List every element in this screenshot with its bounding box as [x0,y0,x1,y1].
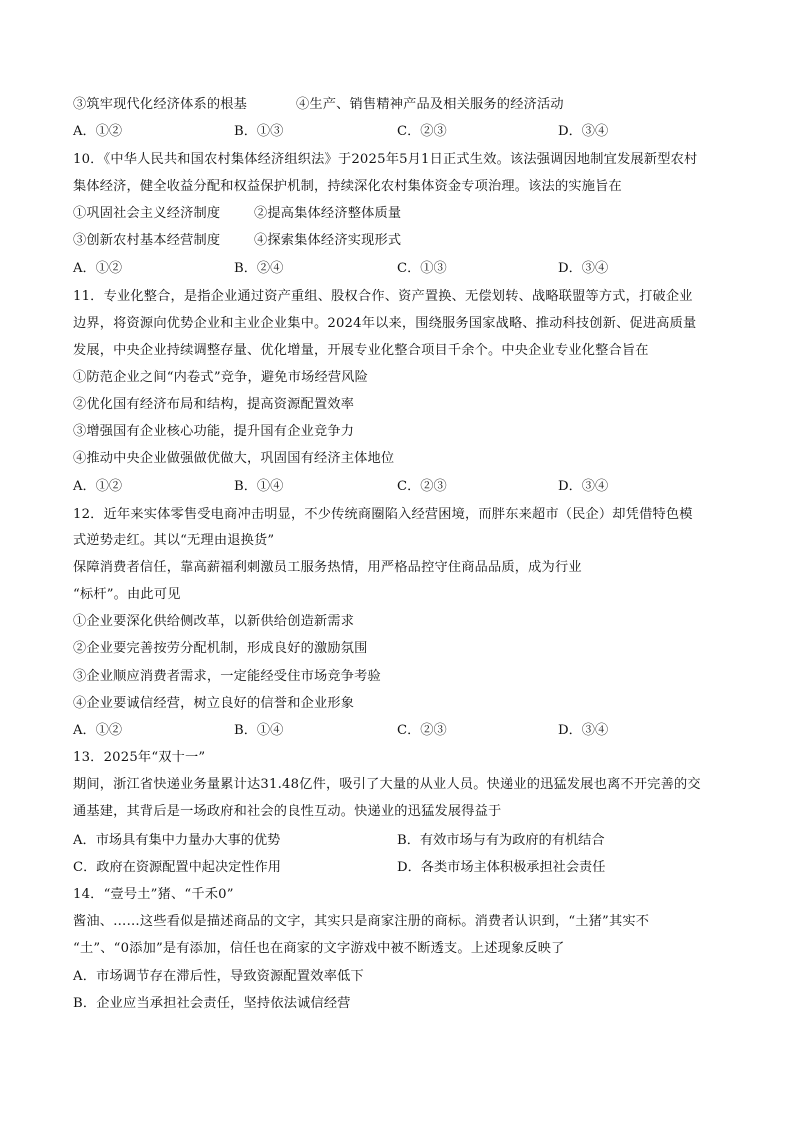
q10-item-3: ③创新农村基本经营制度 [73,233,221,248]
q11-item-2: ②优化国有经济布局和结构，提高资源配置效率 [73,397,355,412]
q11-option-d: D．③④ [558,479,609,494]
q13-stem-line-2: 期间，浙江省快递业务量累计达31.48亿件，吸引了大量的从业人员。快递业的迅猛发展也离不开完善的交 [73,777,701,792]
q13-stem-line-3: 通基建，其背后是一场政府和社会的良性互动。快递业的迅猛发展得益于 [73,804,502,819]
q12-stem-line-2: 式逆势走红。其以“无理由退换货” [73,533,275,548]
q11-option-c: C．②③ [397,479,447,494]
q10-item-4: ④探索集体经济实现形式 [254,233,402,248]
q11-item-4: ④推动中央企业做强做优做大，巩固国有经济主体地位 [73,451,395,466]
q11-option-a: A．①② [73,479,123,494]
q12-item-2: ②企业要完善按劳分配机制，形成良好的激励氛围 [73,641,368,656]
q14-option-b: B．企业应当承担社会责任，坚持依法诚信经营 [73,996,351,1011]
q9-option-a: A．①② [73,124,123,139]
q12-stem-line-3: 保障消费者信任，靠高薪福利刺激员工服务热情，用严格品控守住商品品质，成为行业 [73,560,582,575]
q14-stem-line-2: 酱油、……这些看似是描述商品的文字，其实只是商家注册的商标。消费者认识到，“土猪”其实不 [73,914,650,929]
q13-option-b: B．有效市场与有为政府的有机结合 [397,833,605,848]
q10-stem-line-2: 集体经济，健全收益分配和权益保护机制，持续深化农村集体资金专项治理。该法的实施旨在 [73,179,622,194]
q13-option-c: C．政府在资源配置中起决定性作用 [73,860,281,875]
q12-option-d: D．③④ [558,723,609,738]
q13-stem-line-1: 13．2025年“双十一” [73,750,206,765]
q14-stem-line-1: 14．“壹号土”猪、“千禾0” [73,887,234,902]
q10-option-c: C．①③ [397,261,447,276]
q9-option-b: B．①③ [234,124,284,139]
q11-item-3: ③增强国有企业核心功能，提升国有企业竞争力 [73,424,355,439]
q9-option-c: C．②③ [397,124,447,139]
q13-option-d: D．各类市场主体积极承担社会责任 [397,860,606,875]
q12-option-b: B．①④ [234,723,284,738]
q10-option-b: B．②④ [234,261,284,276]
q12-stem-line-4: “标杆”。由此可见 [73,587,181,602]
q14-stem-line-3: “土”、“0添加”是有添加，信任也在商家的文字游戏中被不断透支。上述现象反映了 [73,941,565,956]
q11-stem-line-1: 11．专业化整合，是指企业通过资产重组、股权合作、资产置换、无偿划转、战略联盟等方式，打破企业 [73,289,693,304]
q10-item-2: ②提高集体经济整体质量 [254,206,402,221]
q12-item-3: ③企业顺应消费者需求，一定能经受住市场竞争考验 [73,669,381,684]
q12-option-c: C．②③ [397,723,447,738]
q10-option-d: D．③④ [558,261,609,276]
q12-item-1: ①企业要深化供给侧改革，以新供给创造新需求 [73,614,355,629]
q9-item-4: ④生产、销售精神产品及相关服务的经济活动 [296,97,564,112]
q11-item-1: ①防范企业之间“内卷式”竞争，避免市场经营风险 [73,370,369,385]
q10-option-a: A．①② [73,261,123,276]
q14-option-a: A．市场调节存在滞后性，导致资源配置效率低下 [73,969,364,984]
q10-stem-line-1: 10．《中华人民共和国农村集体经济组织法》于2025年5月1日正式生效。该法强调因地制宜发展新型农村 [73,152,698,167]
q11-stem-line-2: 边界，将资源向优势企业和主业企业集中。2024年以来，围绕服务国家战略、推动科技创新、促进高质量 [73,316,697,331]
q12-item-4: ④企业要诚信经营，树立良好的信誉和企业形象 [73,696,355,711]
q10-item-1: ①巩固社会主义经济制度 [73,206,221,221]
q9-option-d: D．③④ [558,124,609,139]
q12-stem-line-1: 12．近年来实体零售受电商冲击明显，不少传统商圈陷入经营困境，而胖东来超市（民企）却凭借特色模 [73,507,693,522]
q13-option-a: A．市场具有集中力量办大事的优势 [73,833,281,848]
q11-option-b: B．①④ [234,479,284,494]
q12-option-a: A．①② [73,723,123,738]
q11-stem-line-3: 发展，中央企业持续调整存量、优化增量，开展专业化整合项目千余个。中央企业专业化整合旨在 [73,343,649,358]
q9-item-3: ③筑牢现代化经济体系的根基 [73,97,248,112]
